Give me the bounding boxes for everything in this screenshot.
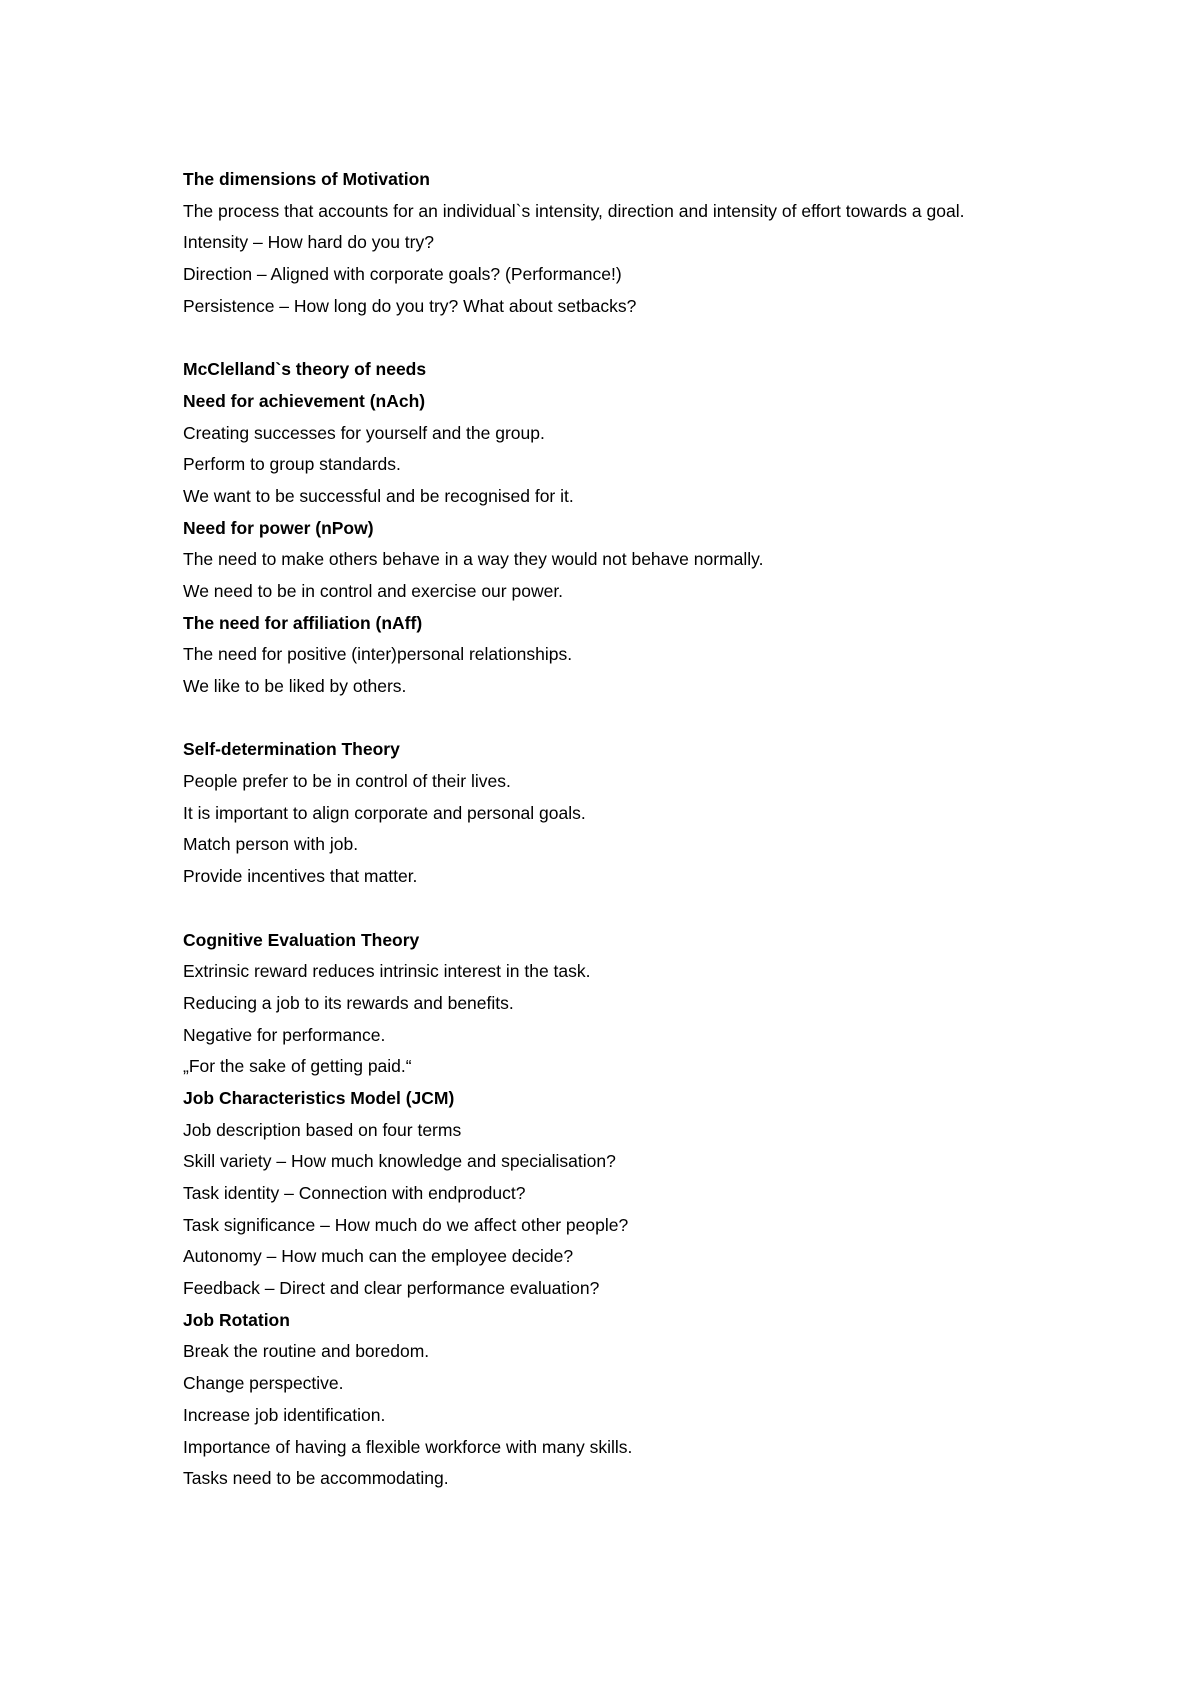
section-heading-self-determination: Self-determination Theory: [183, 739, 400, 760]
paragraph-line: Extrinsic reward reduces intrinsic interest in the task.: [183, 961, 591, 982]
subheading-power: Need for power (nPow): [183, 517, 374, 538]
paragraph-line: Change perspective.: [183, 1373, 344, 1394]
paragraph-line: Match person with job.: [183, 834, 359, 855]
paragraph-line: Tasks need to be accommodating.: [183, 1468, 449, 1489]
paragraph-line: „For the sake of getting paid.“: [183, 1056, 412, 1077]
paragraph-line: Persistence – How long do you try? What about setbacks?: [183, 295, 637, 316]
paragraph-line: Intensity – How hard do you try?: [183, 232, 434, 253]
paragraph-line: Provide incentives that matter.: [183, 866, 418, 887]
subheading-affiliation: The need for affiliation (nAff): [183, 612, 423, 633]
paragraph-line: We want to be successful and be recognised for it.: [183, 485, 574, 506]
blank-line: [183, 893, 1043, 925]
paragraph-line: Reducing a job to its rewards and benefits.: [183, 992, 514, 1013]
section-heading-motivation: The dimensions of Motivation: [183, 169, 430, 189]
paragraph-line: It is important to align corporate and personal goals.: [183, 802, 586, 823]
paragraph-line: Task significance – How much do we affect other people?: [183, 1214, 629, 1235]
paragraph-line: Importance of having a flexible workforce with many skills.: [183, 1436, 633, 1457]
paragraph-line: Direction – Aligned with corporate goals? (Performance!): [183, 264, 622, 285]
section-heading-job-rotation: Job Rotation: [183, 1309, 290, 1330]
paragraph-line: The process that accounts for an individual`s intensity, direction and intensity of effort towards a goal.: [183, 200, 965, 221]
paragraph-line: The need for positive (inter)personal relationships.: [183, 644, 573, 665]
blank-line: [183, 322, 1043, 354]
paragraph-line: We need to be in control and exercise our power.: [183, 580, 564, 601]
paragraph-line: Break the routine and boredom.: [183, 1341, 430, 1362]
blank-line: [183, 703, 1043, 735]
paragraph-line: Feedback – Direct and clear performance evaluation?: [183, 1278, 600, 1299]
subheading-achievement: Need for achievement (nAch): [183, 390, 426, 411]
paragraph-line: Autonomy – How much can the employee decide?: [183, 1246, 574, 1267]
paragraph-line: Increase job identification.: [183, 1404, 386, 1425]
section-heading-jcm: Job Characteristics Model (JCM): [183, 1087, 455, 1108]
paragraph-line: People prefer to be in control of their lives.: [183, 771, 511, 792]
document-body: [183, 164, 1043, 1495]
paragraph-line: Perform to group standards.: [183, 454, 401, 475]
paragraph-line: Task identity – Connection with endproduct?: [183, 1183, 526, 1204]
section-heading-cognitive-evaluation: Cognitive Evaluation Theory: [183, 929, 420, 950]
paragraph-line: The need to make others behave in a way they would not behave normally.: [183, 549, 764, 570]
section-heading-mcclelland: McClelland`s theory of needs: [183, 359, 427, 380]
paragraph-line: Skill variety – How much knowledge and specialisation?: [183, 1151, 616, 1172]
paragraph-line: We like to be liked by others.: [183, 676, 407, 697]
paragraph-line: Creating successes for yourself and the group.: [183, 422, 545, 443]
paragraph-line: Job description based on four terms: [183, 1119, 462, 1140]
paragraph-line: Negative for performance.: [183, 1024, 386, 1045]
